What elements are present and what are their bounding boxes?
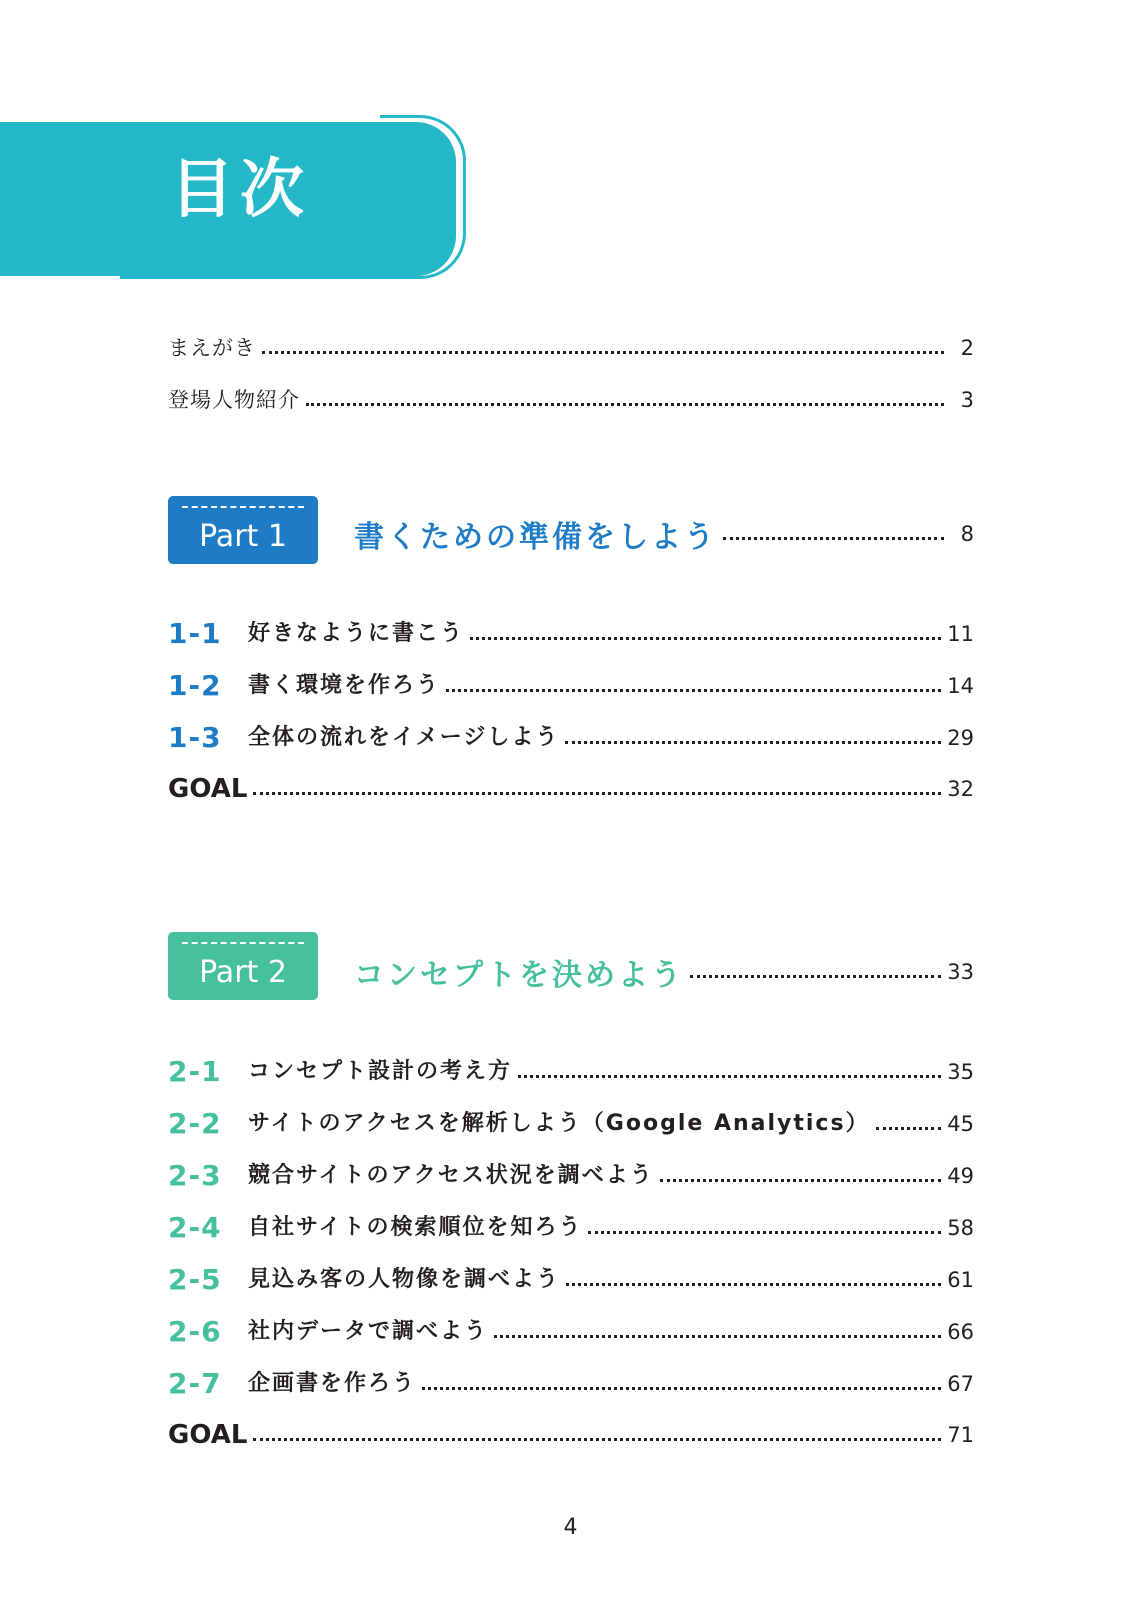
toc-entry-1-1[interactable] bbox=[168, 617, 974, 650]
toc-entry-title: GOAL bbox=[168, 1420, 248, 1450]
toc-entry-title: サイトのアクセスを解析しよう（Google Analytics） bbox=[248, 1111, 870, 1136]
toc-entry-1-2[interactable] bbox=[168, 669, 974, 702]
toc-entry-2-6[interactable] bbox=[168, 1315, 974, 1348]
toc-page-number: 33 bbox=[947, 960, 974, 984]
part-1-heading[interactable] bbox=[354, 512, 974, 556]
toc-page-number: 58 bbox=[947, 1215, 974, 1240]
toc-page-number: 2 bbox=[960, 336, 974, 360]
dot-leader bbox=[446, 689, 941, 692]
toc-entry-2-1[interactable] bbox=[168, 1055, 974, 1088]
toc-page-number: 32 bbox=[947, 776, 974, 801]
badge-dash-decoration bbox=[182, 506, 304, 508]
toc-entry-title: 書く環境を作ろう bbox=[248, 673, 441, 698]
dot-leader bbox=[253, 1438, 941, 1441]
toc-entry-goal-1[interactable] bbox=[168, 776, 974, 802]
toc-entry-title: 好きなように書こう bbox=[248, 621, 465, 646]
dot-leader bbox=[306, 403, 944, 406]
toc-page-number: 45 bbox=[947, 1111, 974, 1136]
toc-entry-title: まえがき bbox=[168, 336, 256, 360]
toc-entry-characters[interactable] bbox=[168, 390, 974, 411]
toc-page-number: 66 bbox=[947, 1319, 974, 1344]
toc-entry-2-2[interactable] bbox=[168, 1107, 974, 1140]
toc-entry-title: 自社サイトの検索順位を知ろう bbox=[248, 1215, 583, 1240]
toc-entry-title: コンセプト設計の考え方 bbox=[248, 1059, 513, 1084]
part-2-badge bbox=[168, 932, 318, 1000]
toc-page-number: 14 bbox=[947, 673, 974, 698]
dot-leader bbox=[253, 792, 941, 795]
dot-leader bbox=[566, 1283, 941, 1286]
page-number: 4 bbox=[563, 1515, 578, 1540]
section-number: 1-3 bbox=[168, 721, 222, 754]
toc-page-number: 49 bbox=[947, 1163, 974, 1188]
part-title: 書くための準備をしよう bbox=[354, 520, 717, 555]
section-number: 1-1 bbox=[168, 617, 222, 650]
section-number: 2-5 bbox=[168, 1263, 222, 1296]
dot-leader bbox=[690, 975, 941, 978]
toc-entry-title: 企画書を作ろう bbox=[248, 1371, 417, 1396]
toc-entry-title: 全体の流れをイメージしよう bbox=[248, 725, 560, 750]
part-label: Part 2 bbox=[199, 955, 287, 990]
toc-entry-2-7[interactable] bbox=[168, 1367, 974, 1400]
toc-page-number: 29 bbox=[947, 725, 974, 750]
dot-leader bbox=[262, 351, 944, 354]
toc-page-number: 3 bbox=[960, 388, 974, 412]
toc-entry-2-3[interactable] bbox=[168, 1159, 974, 1192]
part-title: コンセプトを決めよう bbox=[354, 958, 684, 993]
section-number: 2-7 bbox=[168, 1367, 222, 1400]
part-2-heading[interactable] bbox=[354, 950, 974, 994]
toc-entry-preface[interactable] bbox=[168, 338, 974, 359]
toc-page-number: 67 bbox=[947, 1371, 974, 1396]
section-number: 2-6 bbox=[168, 1315, 222, 1348]
toc-entry-2-5[interactable] bbox=[168, 1263, 974, 1296]
dot-leader bbox=[660, 1179, 941, 1182]
section-number: 2-4 bbox=[168, 1211, 222, 1244]
dot-leader bbox=[588, 1231, 941, 1234]
toc-page-number: 61 bbox=[947, 1267, 974, 1292]
toc-page-number: 35 bbox=[947, 1059, 974, 1084]
dot-leader bbox=[470, 637, 941, 640]
toc-page-number: 71 bbox=[947, 1422, 974, 1447]
toc-entry-goal-2[interactable] bbox=[168, 1422, 974, 1448]
toc-entry-title: 見込み客の人物像を調べよう bbox=[248, 1267, 561, 1292]
dot-leader bbox=[723, 537, 944, 540]
toc-entry-title: 社内データで調べよう bbox=[248, 1319, 489, 1344]
toc-entry-title: 競合サイトのアクセス状況を調べよう bbox=[248, 1163, 654, 1188]
part-1-badge bbox=[168, 496, 318, 564]
toc-page-number: 8 bbox=[960, 522, 974, 546]
dot-leader bbox=[494, 1335, 941, 1338]
section-number: 2-1 bbox=[168, 1055, 222, 1088]
toc-entry-2-4[interactable] bbox=[168, 1211, 974, 1244]
section-number: 2-2 bbox=[168, 1107, 222, 1140]
dot-leader bbox=[422, 1387, 941, 1390]
section-number: 1-2 bbox=[168, 669, 222, 702]
section-number: 2-3 bbox=[168, 1159, 222, 1192]
part-label: Part 1 bbox=[199, 519, 287, 554]
dot-leader bbox=[518, 1075, 941, 1078]
badge-dash-decoration bbox=[182, 942, 304, 944]
dot-leader bbox=[876, 1127, 942, 1130]
toc-entry-title: 登場人物紹介 bbox=[168, 388, 300, 412]
dot-leader bbox=[565, 741, 941, 744]
toc-entry-title: GOAL bbox=[168, 774, 248, 804]
page-title: 目次 bbox=[170, 153, 310, 227]
toc-entry-1-3[interactable] bbox=[168, 721, 974, 754]
toc-page-number: 11 bbox=[947, 621, 974, 646]
